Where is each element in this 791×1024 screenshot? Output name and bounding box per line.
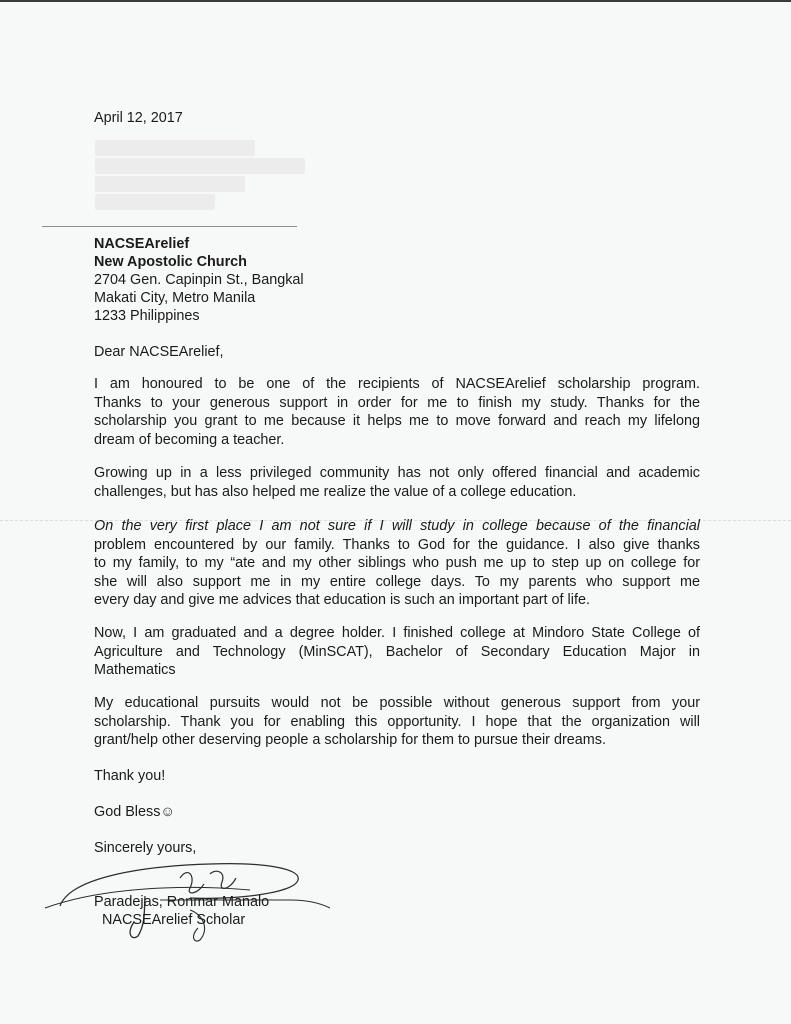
signer-name: Paradejas, Ronmar Manalo <box>94 894 270 910</box>
paragraph-line: Agriculture and Technology (MinSCAT), Bachelor of Secondary Education Major in <box>94 643 700 660</box>
paragraph-line: every day and give me advices that education is such an important part of life. <box>94 592 590 608</box>
paragraph-line: dream of becoming a teacher. <box>94 431 285 448</box>
paragraph-line: My educational pursuits would not be possible without generous support from your <box>94 695 700 711</box>
paragraph-line: Thanks to your generous support in order for me to finish my study. Thanks for the <box>94 394 700 411</box>
paragraph-line: problem encountered by our family. Thanks to God for the guidance. I also give thanks <box>94 536 700 553</box>
paragraph-4 <box>94 624 700 680</box>
bleed-through-text <box>95 140 325 220</box>
recipient-name: NACSEArelief <box>94 236 190 252</box>
signer-title: NACSEArelief Scholar <box>102 912 246 928</box>
paragraph-line: grant/help other deserving people a scholarship for them to pursue their dreams. <box>94 732 606 748</box>
paragraph-3 <box>94 517 700 610</box>
paragraph-line: On the very first place I am not sure if I will study in college because of the financial <box>94 518 700 534</box>
paragraph-line: to my family, to my “ate and my other siblings who push me up to step up on college for <box>94 555 700 571</box>
paragraph-5 <box>94 694 700 750</box>
paragraph-line: challenges, but has also helped me realize the value of a college education. <box>94 483 577 500</box>
letter-date: April 12, 2017 <box>94 110 183 126</box>
recipient-address-line3: 1233 Philippines <box>94 308 200 324</box>
salutation: Dear NACSEArelief, <box>94 344 224 360</box>
paragraph-2 <box>94 464 700 501</box>
scan-edge <box>0 0 791 2</box>
paragraph-line: Now, I am graduated and a degree holder. I finished college at Mindoro State College of <box>94 625 700 641</box>
paragraph-line: I am honoured to be one of the recipients of NACSEArelief scholarship program. <box>94 376 700 392</box>
blessing-line: God Bless☺ <box>94 804 176 820</box>
paragraph-line: Mathematics <box>94 662 176 678</box>
closing-line: Sincerely yours, <box>94 840 197 856</box>
paragraph-line: she will also support me in my entire college days. To my parents who support me <box>94 573 700 590</box>
divider-line <box>42 226 297 227</box>
paragraph-line: scholarship. Thank you for enabling this opportunity. I hope that the organization will <box>94 713 700 730</box>
paragraph-1 <box>94 375 700 449</box>
recipient-church: New Apostolic Church <box>94 254 247 270</box>
recipient-address-line1: 2704 Gen. Capinpin St., Bangkal <box>94 272 304 288</box>
paragraph-line: Growing up in a less privileged community has not only offered financial and academic <box>94 465 700 481</box>
thank-you-line: Thank you! <box>94 768 166 784</box>
recipient-address-line2: Makati City, Metro Manila <box>94 290 256 306</box>
paragraph-line: scholarship you grant to me because it helps me to move forward and reach my lifelong <box>94 413 700 429</box>
